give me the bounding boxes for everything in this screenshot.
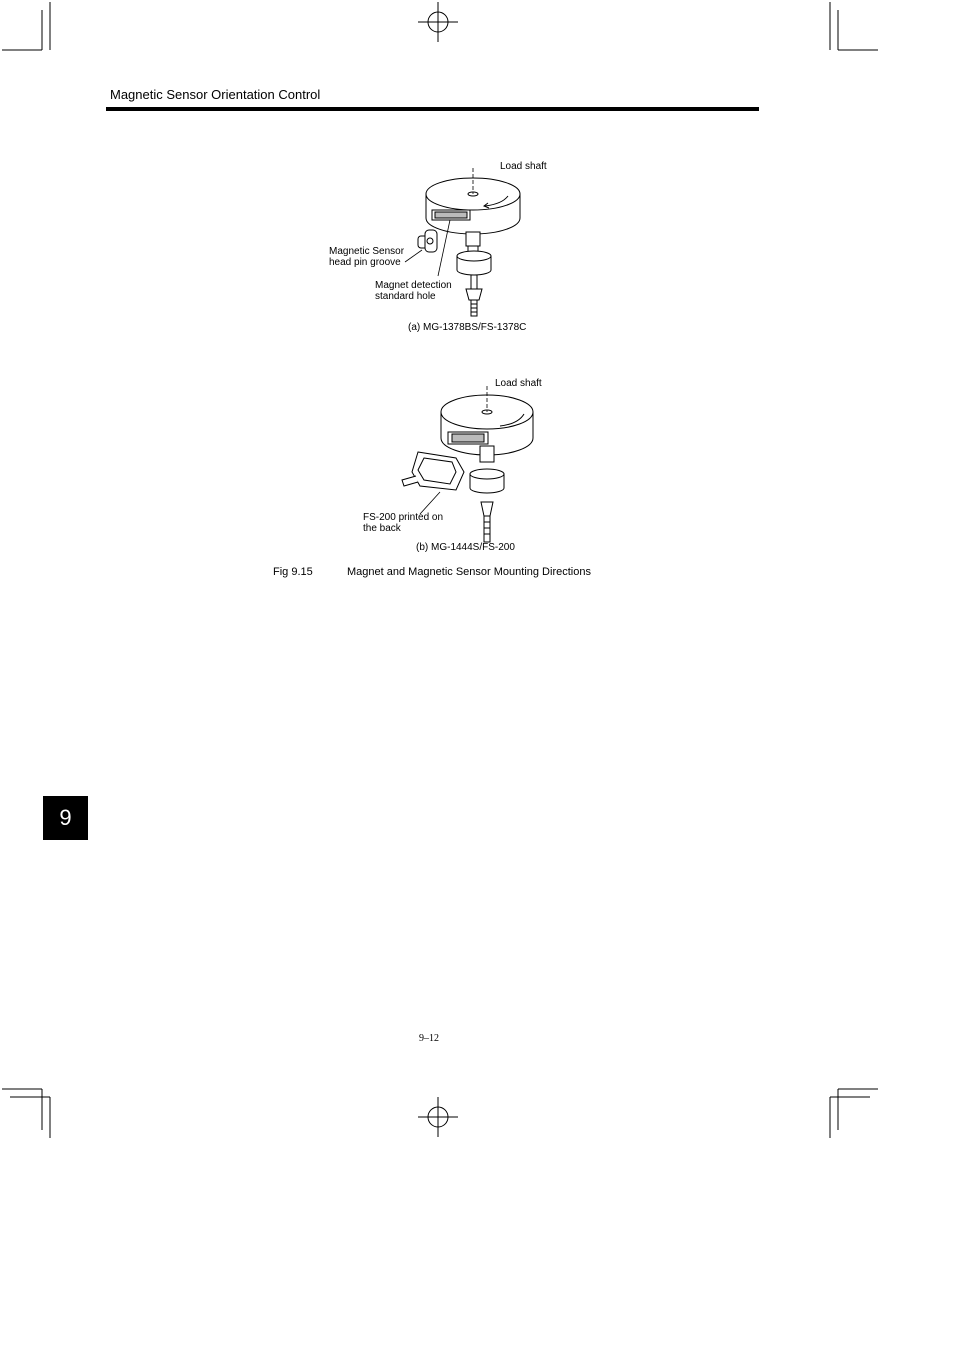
figure-a-caption: (a) MG-1378BS/FS-1378C	[408, 322, 527, 333]
figure-a-hole-label: Magnet detection standard hole	[375, 280, 452, 302]
page-number: 9–12	[419, 1033, 439, 1044]
figure-b-load-shaft-label: Load shaft	[495, 378, 542, 389]
page-header-title: Magnetic Sensor Orientation Control	[110, 87, 321, 102]
figure-b-caption: (b) MG-1444S/FS-200	[416, 542, 515, 553]
figure-title: Magnet and Magnetic Sensor Mounting Directions	[347, 566, 591, 578]
figure-b-back-label: FS-200 printed on the back	[363, 512, 444, 534]
chapter-tab: 9	[43, 796, 88, 840]
figure-a-sensor-label: Magnetic Sensor head pin groove	[329, 246, 405, 268]
figure-a-load-shaft-label: Load shaft	[500, 161, 547, 172]
header-rule	[106, 107, 759, 111]
figure-number: Fig 9.15	[273, 566, 313, 578]
